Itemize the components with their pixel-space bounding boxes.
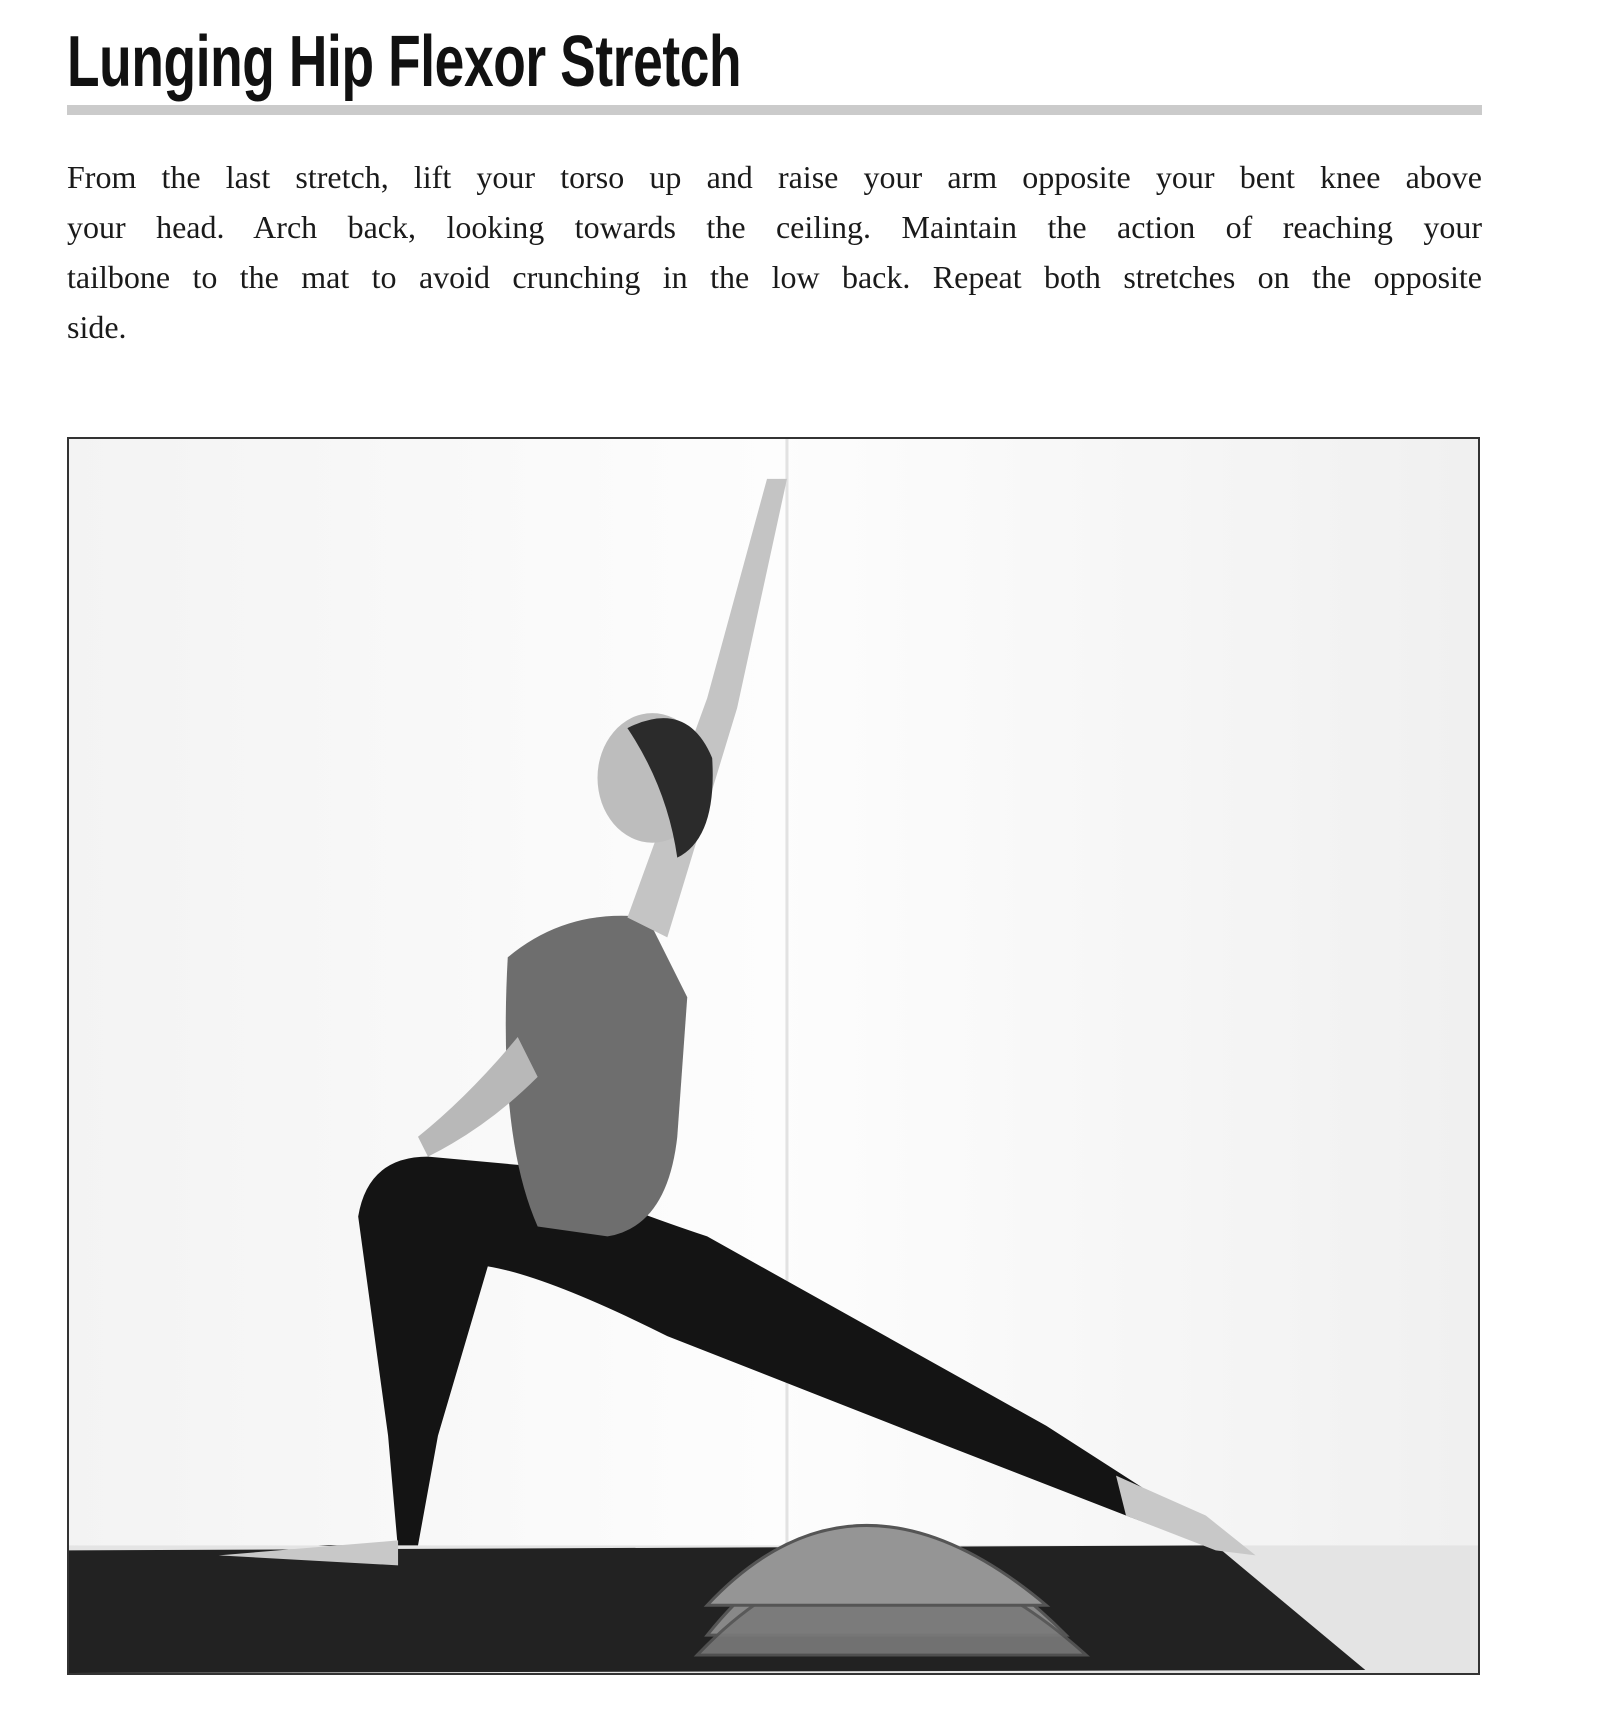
exercise-photo: [67, 437, 1480, 1675]
paragraph-line: tailbone to the mat to avoid crunching in the low back. Repeat both stretches on the opposite: [67, 259, 1482, 295]
paragraph-line: side.: [67, 309, 127, 345]
page-title: Lunging Hip Flexor Stretch: [67, 22, 742, 102]
instruction-paragraph: [67, 152, 1482, 352]
title-divider: [67, 105, 1482, 115]
lunge-illustration: [69, 439, 1478, 1673]
paragraph-line: From the last stretch, lift your torso up and raise your arm opposite your bent knee above: [67, 159, 1482, 195]
wall-background: [69, 439, 1478, 1673]
paragraph-line: your head. Arch back, looking towards the ceiling. Maintain the action of reaching your: [67, 209, 1482, 245]
